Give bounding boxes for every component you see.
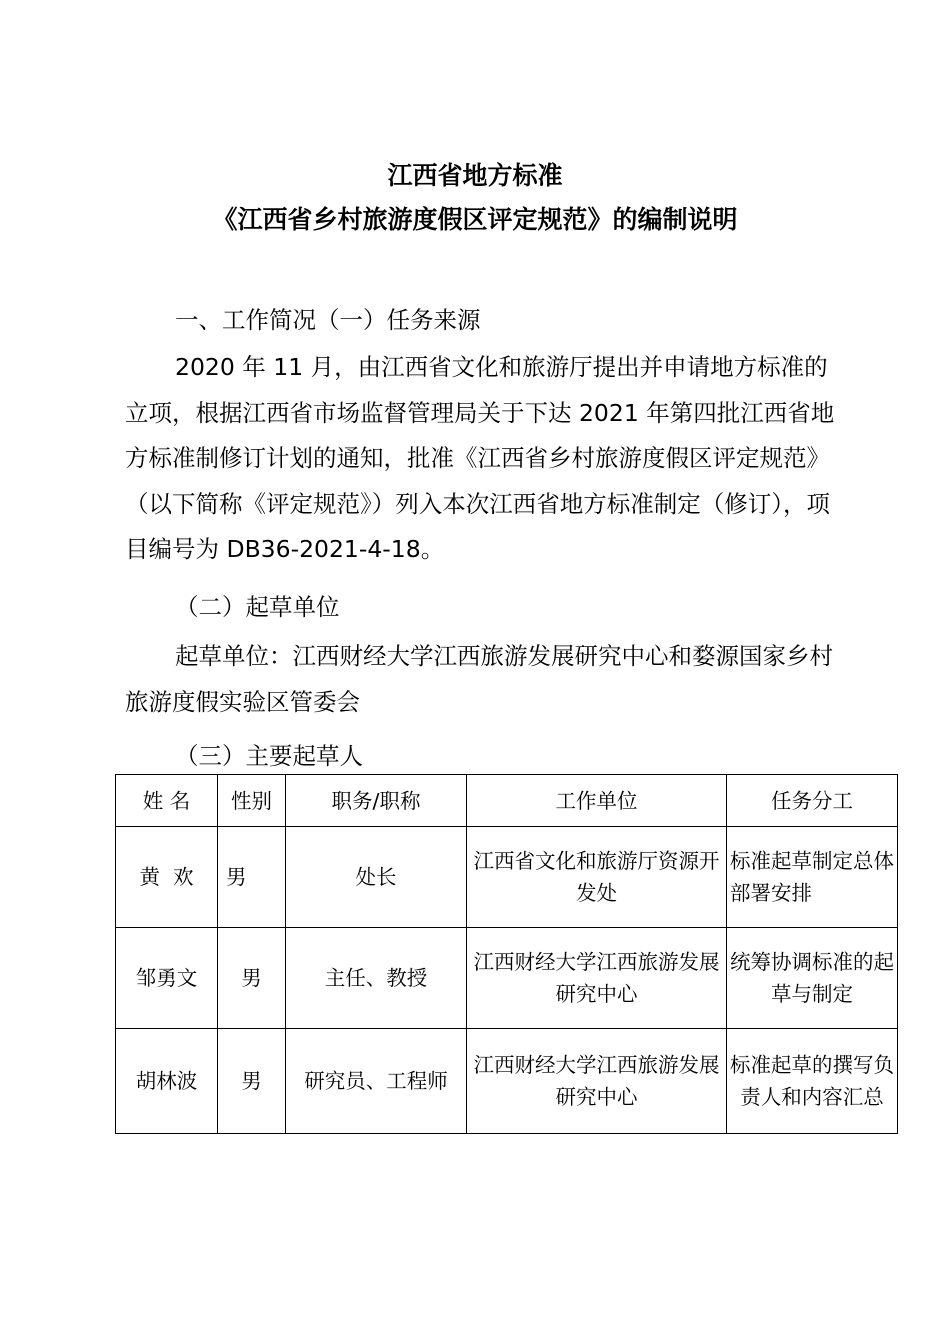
cell-task: 统筹协调标准的起草与制定 [727, 928, 898, 1029]
main-drafters-heading: （三）主要起草人 [175, 742, 363, 770]
header-work-unit: 工作单位 [467, 775, 727, 827]
cell-position: 主任、教授 [286, 928, 467, 1029]
header-task: 任务分工 [727, 775, 898, 827]
cell-gender: 男 [218, 1029, 286, 1134]
table-row [116, 928, 898, 1029]
cell-work-unit: 江西省文化和旅游厅资源开发处 [467, 827, 727, 928]
drafting-unit-heading: （二）起草单位 [175, 593, 340, 621]
cell-task: 标准起草的撰写负责人和内容汇总 [727, 1029, 898, 1134]
cell-name: 胡林波 [116, 1029, 218, 1134]
header-gender: 性别 [218, 775, 286, 827]
header-name: 姓 名 [116, 775, 218, 827]
table-header-row [116, 775, 898, 827]
cell-task: 标准起草制定总体部署安排 [727, 827, 898, 928]
cell-name: 邹勇文 [116, 928, 218, 1029]
cell-position: 研究员、工程师 [286, 1029, 467, 1134]
drafters-table [115, 774, 898, 1134]
table-row [116, 827, 898, 928]
section1-heading: 一、工作简况（一）任务来源 [175, 306, 481, 334]
task-source-paragraph: 2020 年 11 月，由江西省文化和旅游厅提出并申请地方标准的立项，根据江西省市场监督管理局关于下达 2021 年第四批江西省地方标准制修订计划的通知，批准《江西省乡村旅游度假区评定规范》（以下简称《评定规范》）列入本次江西省地方标准制定（修订），项目编号为 DB36-2021-4-18。 [125, 353, 835, 563]
document-subtitle: 《江西省乡村旅游度假区评定规范》的编制说明 [212, 205, 738, 234]
document-title: 江西省地方标准 [387, 161, 563, 190]
cell-gender: 男 [218, 928, 286, 1029]
cell-work-unit: 江西财经大学江西旅游发展研究中心 [467, 1029, 727, 1134]
cell-name: 黄 欢 [116, 827, 218, 928]
cell-work-unit: 江西财经大学江西旅游发展研究中心 [467, 928, 727, 1029]
table-row [116, 1029, 898, 1134]
header-position: 职务/职称 [286, 775, 467, 827]
drafting-unit-paragraph: 起草单位：江西财经大学江西旅游发展研究中心和婺源国家乡村旅游度假实验区管委会 [125, 642, 833, 716]
cell-gender: 男 [218, 827, 286, 928]
cell-position: 处长 [286, 827, 467, 928]
